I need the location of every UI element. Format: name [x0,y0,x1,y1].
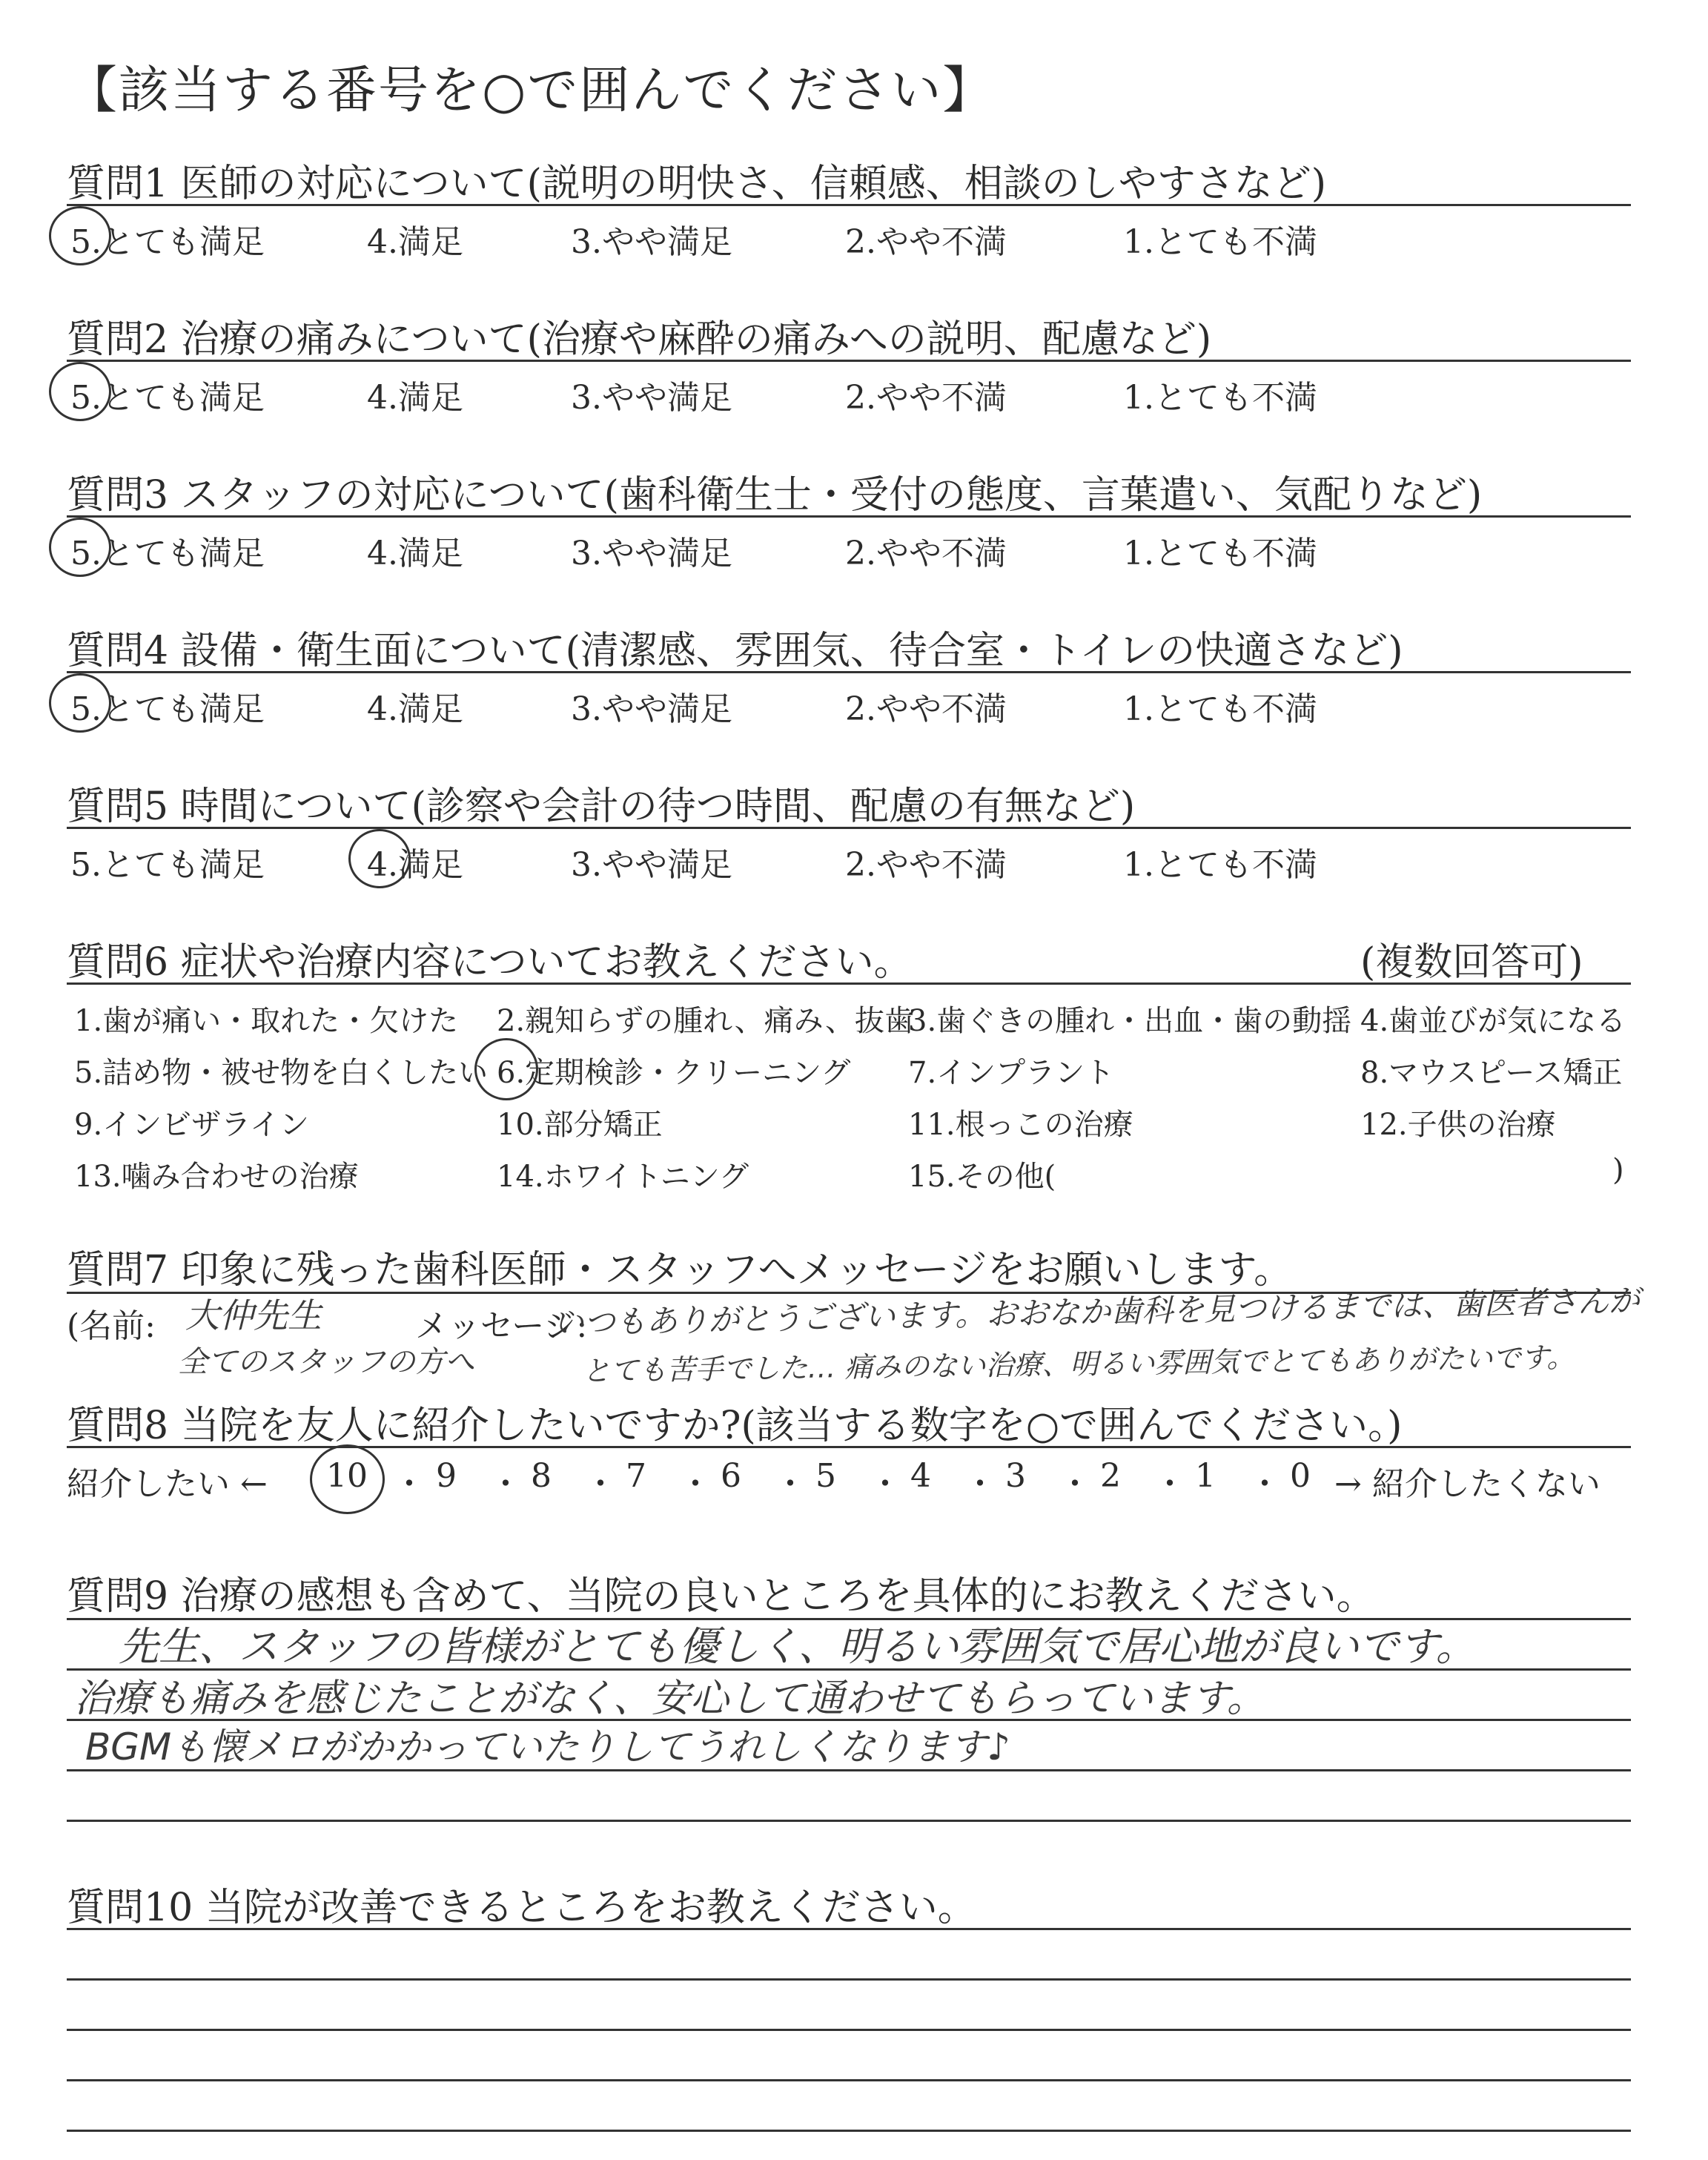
q6-option-13[interactable]: 13.噛み合わせの治療 [74,1160,359,1194]
q8-score-3[interactable]: 3 [1005,1457,1026,1495]
q1-option-2[interactable]: 2.やや不満 [845,223,1007,261]
q6-option-14[interactable]: 14.ホワイトニング [497,1160,749,1194]
question-9-label: 質問9 治療の感想も含めて、当院の良いところを具体的にお教えください。 [67,1574,1375,1619]
q8-score-0[interactable]: 0 [1290,1457,1311,1495]
q8-score-5[interactable]: 5 [815,1457,836,1495]
q8-sep: ・ [393,1465,426,1503]
question-4-rule [67,671,1631,673]
q6-option-9[interactable]: 9.インビザライン [74,1108,309,1142]
q10-answer-line-2 [67,1978,1631,1981]
question-3-rule [67,515,1631,518]
q4-option-5[interactable]: 5.とても満足 [70,690,265,728]
q10-answer-line-1 [67,1928,1631,1930]
q6-option-4[interactable]: 4.歯並びが気になる [1360,1004,1626,1038]
q6-option-11[interactable]: 11.根っこの治療 [908,1108,1133,1142]
q6-option-8[interactable]: 8.マウスピース矯正 [1360,1056,1623,1090]
q8-selection-circle [310,1444,385,1514]
q2-option-1[interactable]: 1.とても不満 [1123,379,1317,417]
q9-answer-line-5 [67,1820,1631,1822]
q8-sep: ・ [584,1465,617,1503]
q6-option-3[interactable]: 3.歯ぐきの腫れ・出血・歯の動揺 [908,1004,1352,1038]
q8-score-9[interactable]: 9 [436,1457,457,1495]
q8-score-8[interactable]: 8 [531,1457,552,1495]
q8-sep: ・ [869,1465,901,1503]
q1-option-4[interactable]: 4.満足 [367,223,463,261]
q8-sep: ・ [489,1465,522,1503]
q3-selection-circle [49,518,111,577]
question-1-rule [67,204,1631,206]
q8-sep: ・ [964,1465,996,1503]
q6-option-7[interactable]: 7.インプラント [908,1056,1115,1090]
q8-sep: ・ [774,1465,807,1503]
question-10-label: 質問10 当院が改善できるところをお教えください。 [67,1886,976,1930]
q2-option-4[interactable]: 4.満足 [367,379,463,417]
q8-right-label: → 紹介したくない [1334,1465,1601,1503]
q4-option-1[interactable]: 1.とても不満 [1123,690,1317,728]
q10-answer-line-3 [67,2029,1631,2031]
question-7-label: 質問7 印象に残った歯科医師・スタッフへメッセージをお願いします。 [67,1248,1293,1292]
q7-name-label: (名前: [67,1307,156,1345]
q6-option-2[interactable]: 2.親知らずの腫れ、痛み、抜歯 [497,1004,914,1038]
q7-message-line-1: いつもありがとうございます。おおなか歯科を見つけるまでは、歯医者さんが [552,1282,1641,1341]
q5-option-3[interactable]: 3.やや満足 [571,846,732,884]
q5-option-2[interactable]: 2.やや不満 [845,846,1007,884]
question-8-label: 質問8 当院を友人に紹介したいですか?(該当する数字を○で囲んでください。) [67,1404,1403,1448]
q4-selection-circle [49,673,111,733]
q5-option-4[interactable]: 4.満足 [367,846,463,884]
q10-answer-line-5 [67,2130,1631,2132]
q6-option-15-close-paren: ) [1612,1153,1624,1187]
question-2-label: 質問2 治療の痛みについて(治療や麻酔の痛みへの説明、配慮など) [67,317,1212,362]
q8-score-1[interactable]: 1 [1195,1457,1216,1495]
q8-sep: ・ [679,1465,712,1503]
q8-score-2[interactable]: 2 [1100,1457,1121,1495]
q6-option-12[interactable]: 12.子供の治療 [1360,1108,1556,1142]
question-8-rule [67,1446,1631,1448]
q7-message-label: メッセージ: [415,1307,588,1345]
q8-score-6[interactable]: 6 [721,1457,741,1495]
question-4-label: 質問4 設備・衛生面について(清潔感、雰囲気、待合室・トイレの快適さなど) [67,629,1403,673]
q8-score-7[interactable]: 7 [626,1457,646,1495]
q9-answer-text-1: 先生、スタッフの皆様がとても優しく、明るい雰囲気で居心地が良いです。 [119,1623,1476,1670]
q8-sep: ・ [1153,1465,1186,1503]
q8-score-10[interactable]: 10 [326,1457,368,1495]
q1-option-1[interactable]: 1.とても不満 [1123,223,1317,261]
question-5-rule [67,827,1631,829]
q4-option-2[interactable]: 2.やや不満 [845,690,1007,728]
q6-option-1[interactable]: 1.歯が痛い・取れた・欠けた [74,1004,459,1038]
q2-option-3[interactable]: 3.やや満足 [571,379,732,417]
q1-option-5[interactable]: 5.とても満足 [70,223,265,261]
q1-selection-circle [49,206,111,265]
question-6-rule [67,982,1631,985]
form-title: 【該当する番号を○で囲んでください】 [67,62,995,120]
question-3-label: 質問3 スタッフの対応について(歯科衛生士・受付の態度、言葉遣い、気配りなど) [67,473,1483,518]
q6-option-10[interactable]: 10.部分矯正 [497,1108,663,1142]
q6-option-6[interactable]: 6.定期検診・クリーニング [497,1056,851,1090]
q9-answer-text-2: 治療も痛みを感じたことがなく、安心して通わせてもらっています。 [74,1677,1265,1721]
q8-score-4[interactable]: 4 [910,1457,931,1495]
q8-left-label: 紹介したい ← [67,1465,268,1503]
q1-option-3[interactable]: 3.やや満足 [571,223,732,261]
q7-name-line-2: 全てのスタッフの方へ [178,1345,474,1379]
q6-option-5[interactable]: 5.詰め物・被せ物を白くしたい [74,1056,489,1090]
q3-option-1[interactable]: 1.とても不満 [1123,535,1317,572]
q6-selection-circle [474,1038,538,1100]
q2-selection-circle [49,362,111,421]
q8-sep: ・ [1059,1465,1091,1503]
q5-option-1[interactable]: 1.とても不満 [1123,846,1317,884]
q9-answer-text-3: BGMも懐メロがかかっていたりしてうれしくなります♪ [85,1725,1011,1768]
q5-selection-circle [348,829,411,888]
question-5-label: 質問5 時間について(診察や会計の待つ時間、配慮の有無など) [67,785,1136,829]
q3-option-5[interactable]: 5.とても満足 [70,535,265,572]
question-6-label: 質問6 症状や治療内容についてお教えください。 [67,940,913,985]
q3-option-4[interactable]: 4.満足 [367,535,463,572]
q4-option-3[interactable]: 3.やや満足 [571,690,732,728]
q8-sep: ・ [1248,1465,1281,1503]
q6-option-15[interactable]: 15.その他( [908,1160,1056,1194]
question-1-label: 質問1 医師の対応について(説明の明快さ、信頼感、相談のしやすさなど) [67,162,1327,206]
question-6-note: (複数回答可) [1360,940,1583,985]
q10-answer-line-4 [67,2079,1631,2081]
q2-option-5[interactable]: 5.とても満足 [70,379,265,417]
q5-option-5[interactable]: 5.とても満足 [70,846,265,884]
question-2-rule [67,360,1631,362]
q4-option-4[interactable]: 4.満足 [367,690,463,728]
q7-name-line-1: 大仲先生 [185,1295,322,1335]
q3-option-2[interactable]: 2.やや不満 [845,535,1007,572]
q3-option-3[interactable]: 3.やや満足 [571,535,732,572]
q2-option-2[interactable]: 2.やや不満 [845,379,1007,417]
q7-message-line-2: とても苦手でした… 痛みのない治療、明るい雰囲気でとてもありがたいです。 [582,1341,1575,1387]
